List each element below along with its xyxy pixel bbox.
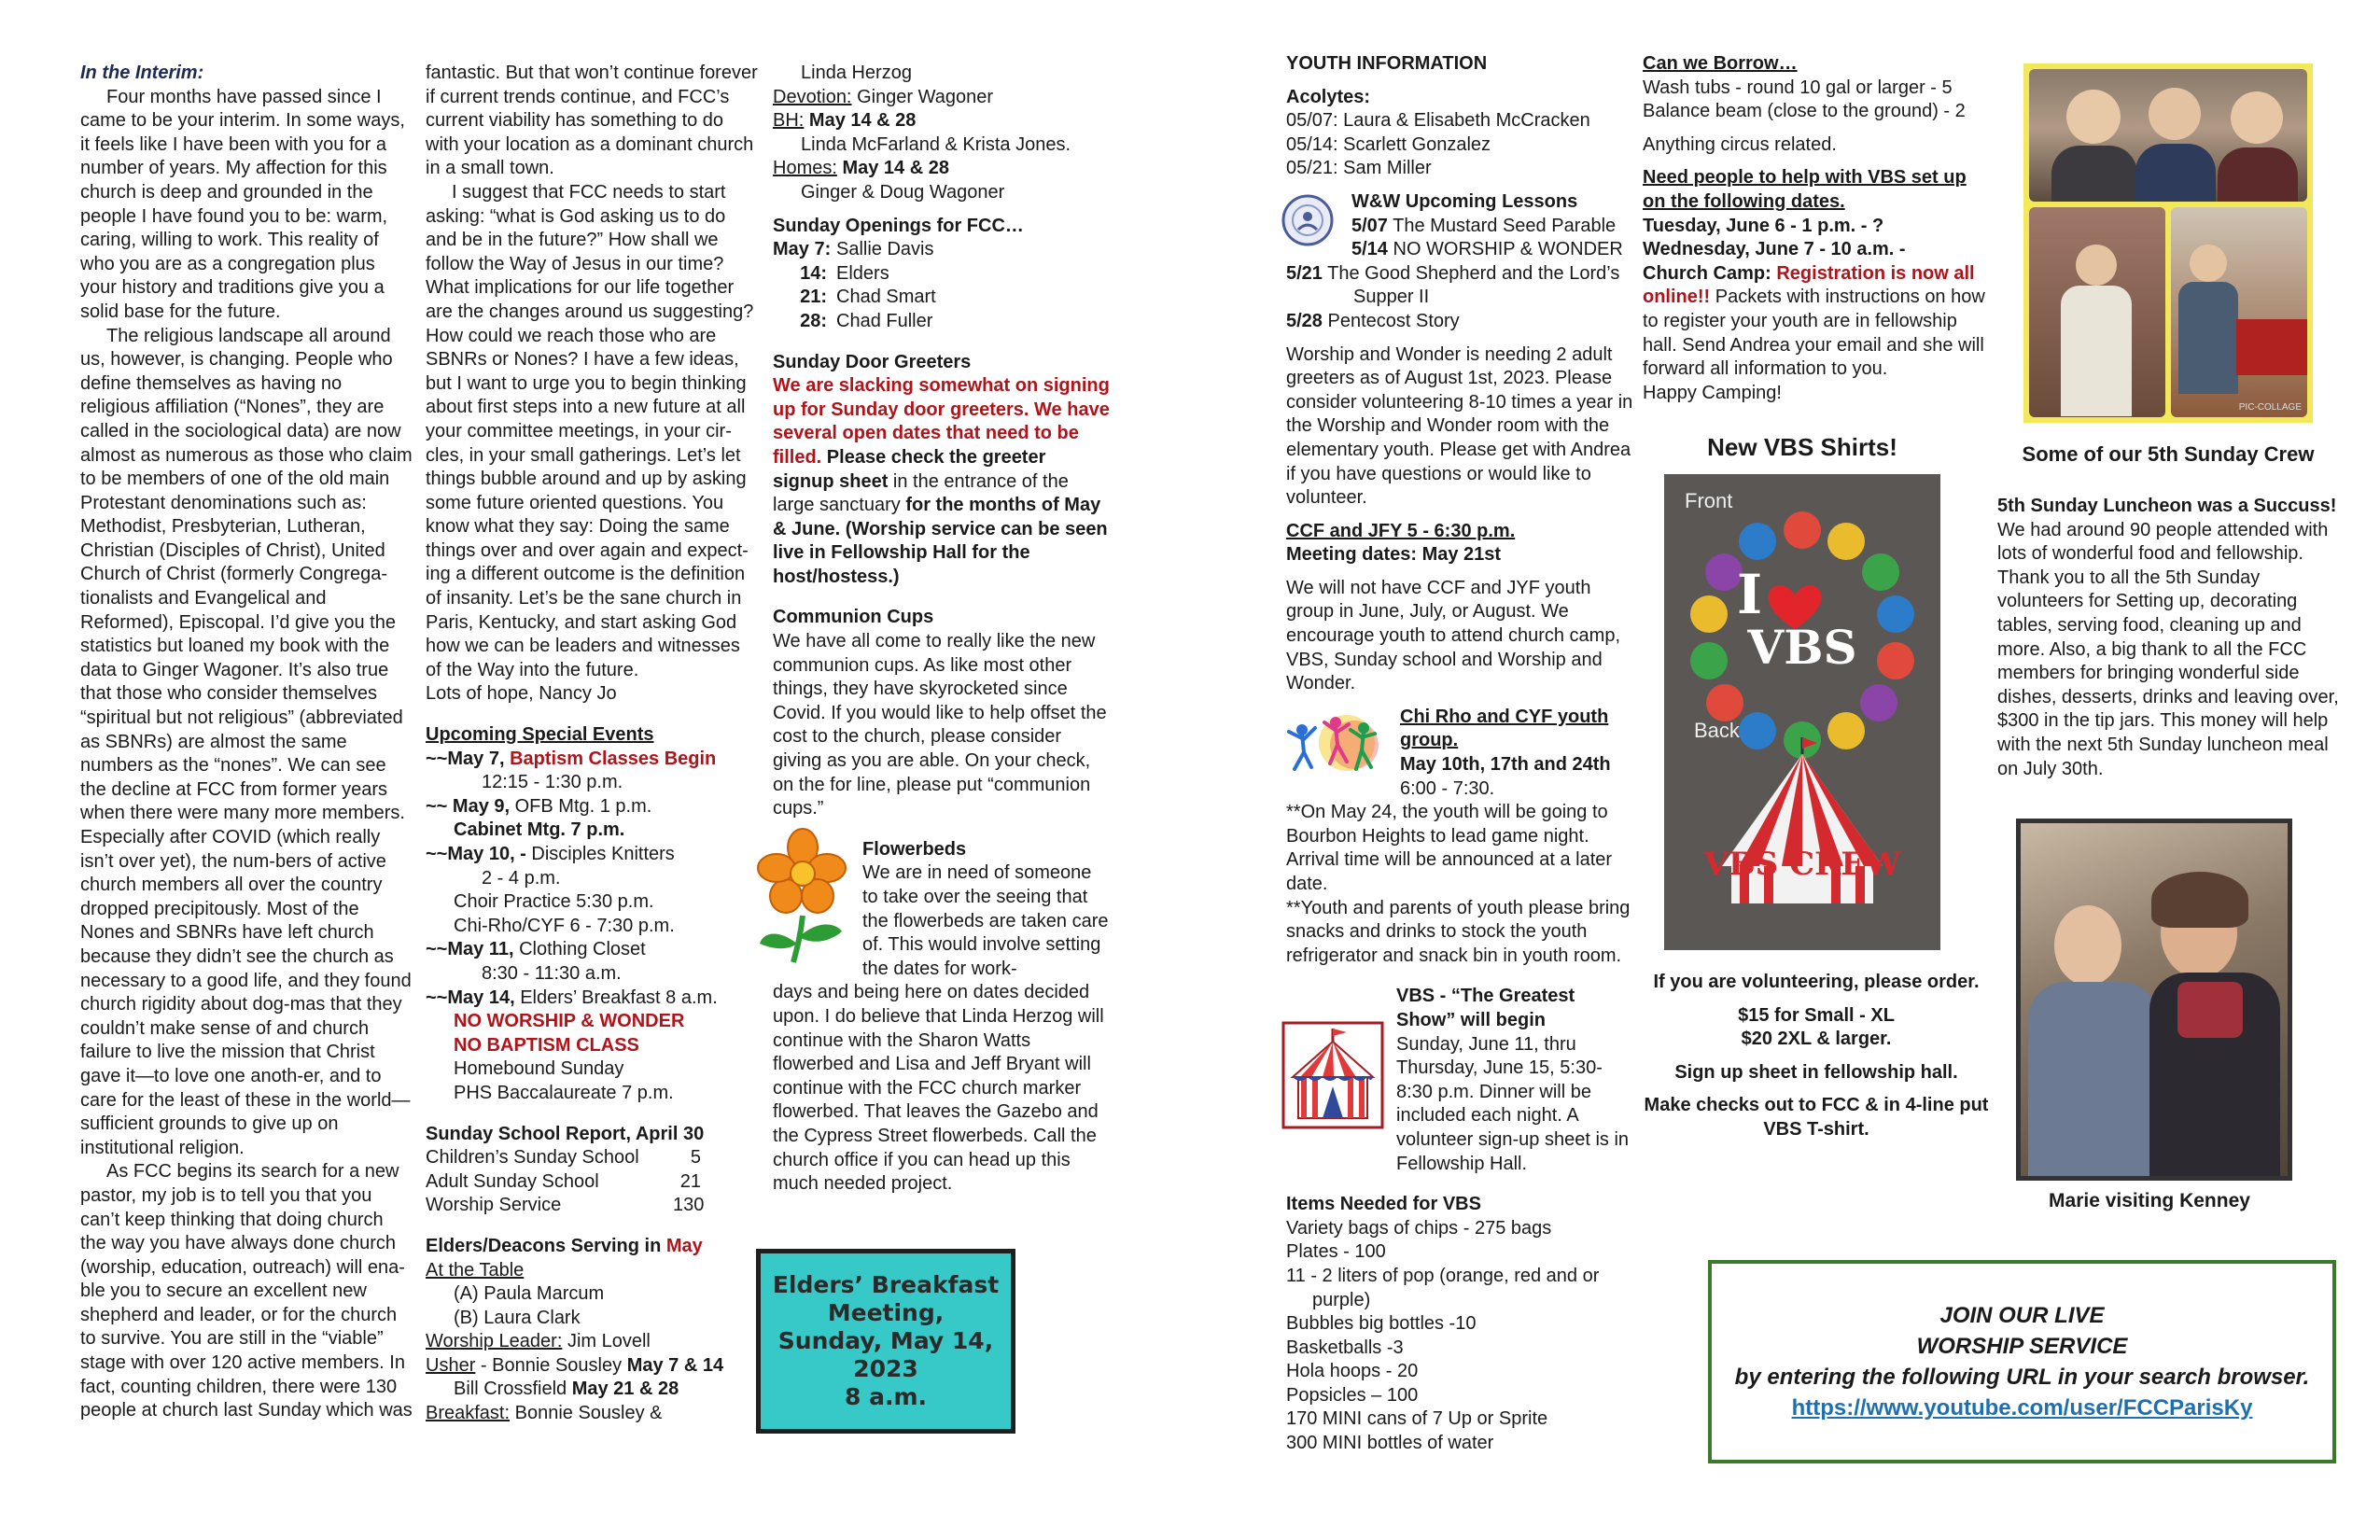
event-line: PHS Baccalaureate 7 p.m.	[454, 1082, 674, 1103]
vbs-item: 170 MINI cans of 7 Up or Sprite	[1286, 1408, 1548, 1430]
shirt-i-text: I	[1737, 563, 1763, 626]
eb-line: Elders’ Breakfast	[772, 1271, 1000, 1298]
breakfast: Breakfast: Bonnie Sousley &	[426, 1403, 663, 1424]
ww-lesson: 5/21 The Good Shepherd and the Lord’s Supper II	[1286, 262, 1620, 308]
elder-a: (A) Paula Marcum	[454, 1283, 605, 1305]
opening-row: 14: Elders	[800, 262, 889, 284]
devotion: Devotion: Ginger Wagoner	[773, 86, 994, 107]
luncheon-title: 5th Sunday Luncheon was a Succuss!	[1997, 496, 2337, 516]
vbs-item: Popsicles – 100	[1286, 1384, 1419, 1406]
flower-image	[756, 827, 849, 967]
ww-lesson: 5/14 NO WORSHIP & WONDER	[1351, 239, 1623, 260]
join-line: WORSHIP SERVICE	[1916, 1334, 2128, 1359]
shirt-vbs-text: VBS	[1747, 620, 1857, 675]
youth-info-title: YOUTH INFORMATION	[1286, 53, 1488, 74]
vbs-title: VBS - “The Greatest Show” will begin	[1396, 986, 1575, 1030]
interim-paragraph-1: Four months have passed since I came to be your interim. In some ways, it feels like I have been with you for a number of years. My affection for this church is deep and grounded in the people I have found you to be: warm, caring, willing to work. This reality of who you are as a congregation plus your history and traditions give you a solid base for the future.	[80, 86, 405, 322]
eb-line: 2023	[853, 1355, 918, 1382]
event-line: Choir Practice 5:30 p.m.	[454, 891, 654, 913]
ww-lesson: 5/07 The Mustard Seed Parable	[1351, 215, 1617, 236]
shirt-front-label: Front	[1685, 489, 1733, 512]
signup-text: Sign up sheet in fellowship hall.	[1674, 1061, 1958, 1083]
chi-rho-title: Chi Rho and CYF youth group.	[1400, 706, 1609, 751]
interim-signoff: Lots of hope, Nancy Jo	[426, 683, 617, 705]
join-line: by entering the following URL in your search browser.	[1734, 1365, 2310, 1390]
eb-line: Meeting,	[827, 1299, 945, 1326]
ww-lesson: 5/28 Pentecost Story	[1286, 310, 1460, 331]
ccf-title: CCF and JFY 5 - 6:30 p.m.	[1286, 520, 1516, 541]
opening-row: May 7: Sallie Davis	[773, 239, 934, 260]
sunday-school-title: Sunday School Report, April 30	[426, 1123, 705, 1144]
vbs-item: Hola hoops - 20	[1286, 1361, 1419, 1382]
event-may14: ~~May 14, Elders’ Breakfast 8 a.m.	[426, 987, 718, 1008]
event-line: NO WORSHIP & WONDER	[454, 1011, 685, 1032]
price: $15 for Small - XL	[1738, 1004, 1895, 1026]
children-dancing-image	[1281, 711, 1380, 777]
vbs-body: Sunday, June 11, thru Thursday, June 15, 5:30-8:30 p.m. Dinner will be included each night. A volunteer sign-up sheet is in Fellowship Hall.	[1396, 1033, 1630, 1174]
borrow-title: Can we Borrow…	[1643, 53, 1798, 74]
chi-rho-time: 6:00 - 7:30.	[1400, 777, 1495, 799]
ww-body: Worship and Wonder is needing 2 adult greeters as of August 1st, 2023. Please consider volunteering 8-10 times a year in the Worship and Wonder room with the elementary youth. Please get with Andrea if you have questions or would like to volunteer.	[1286, 343, 1633, 509]
elder-b: (B) Laura Clark	[454, 1307, 581, 1328]
crew-photo	[2029, 69, 2307, 202]
circus-tent-icon	[1281, 1021, 1384, 1129]
at-the-table: At the Table	[426, 1259, 525, 1281]
bh: BH: May 14 & 28	[773, 110, 917, 132]
acolytes-title: Acolytes:	[1286, 86, 1371, 107]
interim-title: In the Interim:	[80, 63, 204, 83]
luncheon-body: We had around 90 people attended with lots of wonderful food and fellowship. Thank you to all the 5th Sunday volunteers for Setting up, decorating tables, serving food, cleaning up and more. Also, a big thank to all the FCC members for bringing wonderful side dishes, desserts, drinks and leaving over, $300 in the tip jars. This money will help with the next 5th Sunday luncheon meal on July 30th.	[1997, 519, 2339, 779]
vbs-item: Basketballs -3	[1286, 1337, 1404, 1358]
sunday-school-report	[426, 1146, 760, 1218]
event-line: Cabinet Mtg. 7 p.m.	[454, 819, 625, 841]
column-interim	[80, 62, 414, 1423]
shirt-back-label: Back	[1694, 719, 1740, 742]
event-may7: ~~May 7, Baptism Classes Begin	[426, 748, 717, 769]
door-greeters-body: We are slacking somewhat on signing up for Sunday door greeters. We have several open dates that need to be filled. Please check the greeter signup sheet in the entrance of the large sanctuary for the months of May & June. (Worship service can be seen live in Fellowship Hall for the host/hostess.)	[773, 375, 1110, 587]
acolyte: 05/21: Sam Miller	[1286, 158, 1432, 179]
vbs-order-info	[1643, 971, 1990, 1142]
event-time: 12:15 - 1:30 p.m.	[482, 772, 623, 793]
worship-wonder-logo	[1281, 194, 1334, 246]
crew-photo	[2171, 207, 2307, 417]
vbs-items-title: Items Needed for VBS	[1286, 1194, 1481, 1215]
interim-paragraph-5: I suggest that FCC needs to start asking: “what is God asking us to do and be in the future?” How shall we follow the Way of Jesus in our time? What implications for our life together are the changes around us suggesting? How could we reach those who are SBNRs or Nones? I have a few ideas, but I want to urge you to begin thinking about first steps into a new future at all your committee meetings, in your cir-cles, in your small gatherings. Let’s let things bubble around and up by asking some future oriented questions. You know what they say: Doing the same things over and over again and expect-ing a different outcome is the definition of insanity. Let’s be the sane church in Paris, Kentucky, and start asking God how we can be leaders and witnesses of the Way into the future.	[426, 181, 754, 680]
opening-row: 28: Chad Fuller	[800, 310, 933, 331]
flowerbeds-body-2: days and being here on dates decided upon. I do believe that Linda Herzog will continue with the Sharon Watts flowerbed and Lisa and Jeff Bryant will continue with the FCC church marker flowerbed. That leaves the Gazebo and the Cypress Street flowerbeds. Call the church office if you can head up this much needed project.	[773, 982, 1104, 1195]
ww-title: W&W Upcoming Lessons	[1351, 190, 1578, 212]
interim-paragraph-4: fantastic. But that won’t continue forever if current trends continue, and FCC’s current viability has something to do with your location as a dominant church in a small town.	[426, 63, 758, 179]
column-vbs	[1643, 52, 1990, 405]
column-openings	[773, 62, 1111, 1197]
vbs-item: 11 - 2 liters of pop (orange, red and or purple)	[1286, 1265, 1600, 1310]
event-time: 8:30 - 11:30 a.m.	[482, 962, 622, 984]
vbs-shirt-image	[1664, 474, 1940, 950]
bh-2: Linda McFarland & Krista Jones.	[801, 133, 1071, 155]
vbs-shirts-title: New VBS Shirts!	[1707, 433, 1897, 461]
events-title: Upcoming Special Events	[426, 724, 654, 746]
church-camp: Church Camp: Registration is now all online!! Packets with instructions on how to register your youth are in fellowship hall. Send Andrea your email and she will forward all information to you.	[1643, 262, 1985, 380]
checks-text: Make checks out to FCC & in 4-line put VBS T-shirt.	[1644, 1095, 1989, 1140]
sunday-openings-title: Sunday Openings for FCC…	[773, 215, 1024, 236]
report-row: Children’s Sunday School 5	[426, 1147, 701, 1169]
crew-photo-collage	[2023, 63, 2313, 423]
borrow-item: Balance beam (close to the ground) - 2	[1643, 101, 1966, 122]
ccf-meeting: Meeting dates: May 21st	[1286, 544, 1502, 566]
column-events	[426, 62, 760, 1426]
event-line: Chi-Rho/CYF 6 - 7:30 p.m.	[454, 915, 675, 936]
youth-note: **Youth and parents of youth please bring snacks and drinks to stock the youth refrigerator and snack bin in youth room.	[1286, 897, 1631, 966]
eb-line: 8 a.m.	[844, 1383, 927, 1410]
shirt-crew-text: VBS CREW	[1703, 846, 1901, 883]
breakfast-2: Linda Herzog	[801, 63, 912, 83]
report-row: Adult Sunday School 21	[426, 1170, 701, 1192]
flowerbeds-body-1: We are in need of someone to take over the seeing that the flowerbeds are taken care of. This would involve setting the dates for work-	[862, 862, 1109, 979]
opening-row: 21: Chad Smart	[800, 287, 936, 308]
elders-breakfast-box	[756, 1249, 1015, 1434]
interim-paragraph-2: The religious landscape all around us, however, is changing. People who define themselves as having no religious affiliation (“Nones”, they are called in the sociological data) are now almost as numerous as those who claim to be members of one of the old main Protestant denominations such as: Methodist, Presbyterian, Lutheran, Christian (Disciples of Christ), United Church of Christ (formerly Congrega-tionalists and Evangelical and Reformed), Episcopal. I’d give you the statistics but loaned my book with the data to Ginger Wagoner. It’s also true that those who consider themselves “spiritual but not religious” (abbreviated as SBNRs) are almost the same numbers as the “nones”. We can see the decline at FCC from former years when there were many more members. Especially after COVID (which really isn’t over yet), the num-bers of active church members all over the country dropped precipitously. Most of the Nones and SBNRs have left church because they didn’t see the church as necessary to a good life, and they found church rigidity about dog-mas that they couldn’t make sense of and church failure to live the mission that Christ gave it—to love one anoth-er, and to care for the least of these in the world—sufficient grounds to give up on institutional religion.	[80, 325, 413, 1158]
worship-leader: Worship Leader: Jim Lovell	[426, 1331, 651, 1352]
elders-deacons-title: Elders/Deacons Serving in May	[426, 1235, 703, 1256]
communion-cups-title: Communion Cups	[773, 607, 934, 628]
acolyte: 05/14: Scarlett Gonzalez	[1286, 133, 1491, 155]
event-line: NO BAPTISM CLASS	[454, 1034, 639, 1056]
chi-rho-dates: May 10th, 17th and 24th	[1400, 754, 1611, 776]
help-title: Need people to help with VBS set up on the following dates.	[1643, 167, 1967, 212]
flowerbeds-title: Flowerbeds	[862, 838, 967, 860]
order-text: If you are volunteering, please order.	[1653, 972, 1980, 992]
communion-cups-body: We have all come to really like the new communion cups. As like most other things, they have skyrocketed since Covid. If you would like to help offset the cost to the church, please consider giving as you are able. On your check, on the for line, please put “communion cups.”	[773, 631, 1107, 819]
acolyte: 05/07: Laura & Elisabeth McCracken	[1286, 110, 1590, 132]
vbs-item: 300 MINI bottles of water	[1286, 1433, 1494, 1454]
interim-paragraph-3: As FCC begins its search for a new pastor, my job is to tell you that you can’t keep thinking that doing church the way you have always done church (worship, education, outreach) will ena-ble you to secure an excellent new shepherd and leader, or for the church to survive. You are still in the “viable” stage with over 120 active members. In fact, counting children, there were 130 people at church last Sunday which was	[80, 1161, 413, 1421]
collage-tag: PIC-COLLAGE	[2238, 402, 2302, 413]
marie-kenney-photo	[2016, 819, 2292, 1181]
usher-2: Bill Crossfield May 21 & 28	[454, 1379, 679, 1400]
vbs-item: Bubbles big bottles -10	[1286, 1313, 1477, 1335]
event-time: 2 - 4 p.m.	[482, 867, 561, 889]
crew-photo	[2029, 207, 2165, 417]
vbs-item: Variety bags of chips - 275 bags	[1286, 1217, 1552, 1239]
join-line: JOIN OUR LIVE	[1939, 1303, 2105, 1328]
youtube-link[interactable]: https://www.youtube.com/user/FCCParisKy	[1791, 1395, 2253, 1421]
crew-caption: Some of our 5th Sunday Crew	[2022, 442, 2315, 466]
usher: Usher - Bonnie Sousley May 7 & 14	[426, 1354, 724, 1376]
happy-camping: Happy Camping!	[1643, 382, 1782, 403]
ccf-body: We will not have CCF and JYF youth group in June, July, or August. We encourage youth to attend church camp, VBS, Sunday school and Worship and Wonder.	[1286, 577, 1621, 694]
price: $20 2XL & larger.	[1741, 1029, 1892, 1050]
event-may9: ~~ May 9, OFB Mtg. 1 p.m.	[426, 795, 652, 817]
borrow-item: Anything circus related.	[1643, 133, 1837, 155]
luncheon-section	[1997, 495, 2345, 781]
photo-caption: Marie visiting Kenney	[2049, 1190, 2250, 1211]
vbs-item: Plates - 100	[1286, 1241, 1386, 1263]
help-date: Wednesday, June 7 - 10 a.m. -	[1643, 239, 1906, 260]
homes-2: Ginger & Doug Wagoner	[801, 181, 1005, 203]
event-may10: ~~May 10, - Disciples Knitters	[426, 844, 675, 864]
eb-line: Sunday, May 14,	[777, 1327, 994, 1354]
event-may11: ~~May 11, Clothing Closet	[426, 939, 646, 960]
event-line: Homebound Sunday	[454, 1058, 624, 1080]
youth-note: **On May 24, the youth will be going to Bourbon Heights to lead game night. Arrival time will be announced at a later date.	[1286, 802, 1613, 894]
homes: Homes: May 14 & 28	[773, 158, 949, 179]
door-greeters-title: Sunday Door Greeters	[773, 351, 972, 372]
join-worship-box	[1708, 1260, 2336, 1463]
borrow-item: Wash tubs - round 10 gal or larger - 5	[1643, 77, 1953, 98]
report-row: Worship Service 130	[426, 1195, 705, 1216]
help-date: Tuesday, June 6 - 1 p.m. - ?	[1643, 215, 1884, 236]
